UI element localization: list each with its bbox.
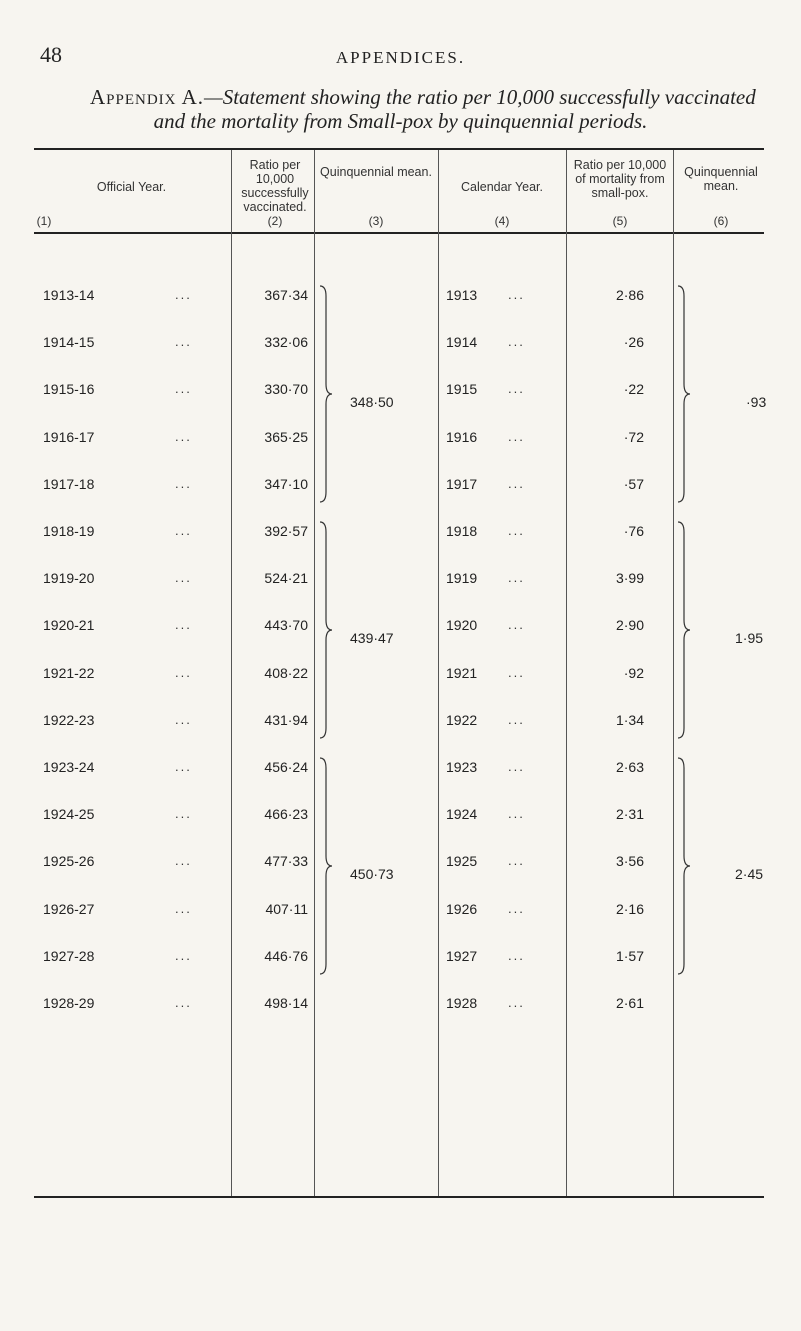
column-number: (4) <box>494 214 510 228</box>
calendar-year-cell: 1921 <box>446 665 478 681</box>
row-leader-dots: ... <box>508 901 525 916</box>
vaccination-group-brace <box>318 520 334 740</box>
calendar-year-cell: 1926 <box>446 901 478 917</box>
row-leader-dots: ... <box>508 570 525 585</box>
calendar-year-cell: 1922 <box>446 712 478 728</box>
row-leader-dots: ... <box>508 712 525 727</box>
mortality-ratio-cell: ·92 <box>623 665 644 681</box>
column-header-mortality-ratio: Ratio per 10,000 of mortality from small-pox. <box>573 158 667 200</box>
official-year-cell: 1916-17 <box>43 429 95 445</box>
vaccination-group-brace <box>318 284 334 504</box>
calendar-year-cell: 1923 <box>446 759 478 775</box>
row-leader-dots: ... <box>175 617 192 632</box>
row-leader-dots: ... <box>175 901 192 916</box>
calendar-year-cell: 1913 <box>446 287 478 303</box>
row-leader-dots: ... <box>508 948 525 963</box>
column-number: (5) <box>612 214 628 228</box>
row-leader-dots: ... <box>175 476 192 491</box>
appendix-label: Appendix A. <box>90 85 205 109</box>
vaccination-ratio-cell: 392·57 <box>264 523 308 539</box>
column-divider <box>314 150 315 1196</box>
column-header-calendar-year: Calendar Year. <box>460 180 543 194</box>
official-year-cell: 1919-20 <box>43 570 95 586</box>
column-number: (3) <box>368 214 384 228</box>
calendar-year-cell: 1920 <box>446 617 478 633</box>
row-leader-dots: ... <box>508 853 525 868</box>
table-bottom-rule <box>34 1196 764 1198</box>
row-leader-dots: ... <box>508 759 525 774</box>
page-number: 48 <box>40 42 62 67</box>
vaccination-ratio-cell: 367·34 <box>264 287 308 303</box>
appendix-title-continued: and the mortality from Small-pox by quinquennial periods. <box>153 109 648 133</box>
row-leader-dots: ... <box>175 334 192 349</box>
vaccination-ratio-cell: 332·06 <box>264 334 308 350</box>
mortality-mean-1918-22: 1·95 <box>735 630 764 646</box>
vaccination-ratio-cell: 477·33 <box>264 853 308 869</box>
vaccination-ratio-cell: 347·10 <box>264 476 308 492</box>
official-year-cell: 1915-16 <box>43 381 95 397</box>
column-number: (6) <box>713 214 729 228</box>
calendar-year-cell: 1924 <box>446 806 478 822</box>
official-year-cell: 1918-19 <box>43 523 95 539</box>
row-leader-dots: ... <box>175 287 192 302</box>
row-leader-dots: ... <box>175 806 192 821</box>
calendar-year-cell: 1915 <box>446 381 478 397</box>
column-divider <box>566 150 567 1196</box>
official-year-cell: 1926-27 <box>43 901 95 917</box>
mortality-ratio-cell: 3·99 <box>615 570 644 586</box>
row-leader-dots: ... <box>175 570 192 585</box>
column-divider <box>438 150 439 1196</box>
vaccination-ratio-cell: 466·23 <box>264 806 308 822</box>
vaccination-ratio-cell: 524·21 <box>264 570 308 586</box>
mortality-ratio-cell: 1·34 <box>615 712 644 728</box>
row-leader-dots: ... <box>508 806 525 821</box>
row-leader-dots: ... <box>175 712 192 727</box>
mortality-group-brace <box>676 756 692 976</box>
official-year-cell: 1913-14 <box>43 287 95 303</box>
mortality-ratio-cell: ·57 <box>623 476 644 492</box>
row-leader-dots: ... <box>508 381 525 396</box>
row-leader-dots: ... <box>175 759 192 774</box>
row-leader-dots: ... <box>175 948 192 963</box>
calendar-year-cell: 1927 <box>446 948 478 964</box>
row-leader-dots: ... <box>508 287 525 302</box>
calendar-year-cell: 1917 <box>446 476 478 492</box>
row-leader-dots: ... <box>175 853 192 868</box>
mortality-mean-1923-27: 2·45 <box>735 866 764 882</box>
column-header-vaccination-ratio: Ratio per 10,000 successfully vaccinated. <box>241 158 309 214</box>
mortality-ratio-cell: ·22 <box>623 381 644 397</box>
mortality-group-brace <box>676 284 692 504</box>
column-divider <box>673 150 674 1196</box>
vaccination-ratio-cell: 408·22 <box>264 665 308 681</box>
mortality-ratio-cell: 3·56 <box>615 853 644 869</box>
calendar-year-cell: 1916 <box>446 429 478 445</box>
calendar-year-cell: 1918 <box>446 523 478 539</box>
official-year-cell: 1922-23 <box>43 712 95 728</box>
calendar-year-cell: 1919 <box>446 570 478 586</box>
column-header-quinquennial-mean: Quinquennial mean. <box>684 165 758 193</box>
mortality-ratio-cell: 2·90 <box>615 617 644 633</box>
official-year-cell: 1920-21 <box>43 617 95 633</box>
column-number: (2) <box>267 214 283 228</box>
mortality-mean-1913-17: ·93 <box>746 394 767 410</box>
official-year-cell: 1924-25 <box>43 806 95 822</box>
calendar-year-cell: 1928 <box>446 995 478 1011</box>
vaccination-ratio-cell: 498·14 <box>264 995 308 1011</box>
official-year-cell: 1928-29 <box>43 995 95 1011</box>
vaccination-mean-1913-18: 348·50 <box>350 394 394 410</box>
calendar-year-cell: 1914 <box>446 334 478 350</box>
mortality-ratio-cell: 2·63 <box>615 759 644 775</box>
vaccination-mean-1918-23: 439·47 <box>350 630 394 646</box>
mortality-ratio-cell: ·26 <box>623 334 644 350</box>
appendix-title <box>90 85 756 110</box>
row-leader-dots: ... <box>508 334 525 349</box>
mortality-ratio-cell: ·72 <box>623 429 644 445</box>
column-header-official-year: Official Year. <box>96 180 167 194</box>
calendar-year-cell: 1925 <box>446 853 478 869</box>
official-year-cell: 1923-24 <box>43 759 95 775</box>
vaccination-group-brace <box>318 756 334 976</box>
mortality-ratio-cell: 2·61 <box>615 995 644 1011</box>
vaccination-ratio-cell: 443·70 <box>264 617 308 633</box>
row-leader-dots: ... <box>175 523 192 538</box>
mortality-ratio-cell: ·76 <box>623 523 644 539</box>
row-leader-dots: ... <box>508 995 525 1010</box>
vaccination-ratio-cell: 456·24 <box>264 759 308 775</box>
vaccination-mean-1923-28: 450·73 <box>350 866 394 882</box>
column-header-quinquennial-mean: Quinquennial mean. <box>320 165 432 179</box>
row-leader-dots: ... <box>175 429 192 444</box>
mortality-ratio-cell: 2·16 <box>615 901 644 917</box>
vaccination-ratio-cell: 365·25 <box>264 429 308 445</box>
row-leader-dots: ... <box>508 665 525 680</box>
vaccination-ratio-cell: 446·76 <box>264 948 308 964</box>
row-leader-dots: ... <box>508 617 525 632</box>
header-bottom-rule <box>34 232 764 234</box>
official-year-cell: 1921-22 <box>43 665 95 681</box>
vaccination-ratio-cell: 431·94 <box>264 712 308 728</box>
row-leader-dots: ... <box>508 429 525 444</box>
running-head: APPENDICES. <box>335 48 466 67</box>
mortality-group-brace <box>676 520 692 740</box>
vaccination-ratio-cell: 330·70 <box>264 381 308 397</box>
row-leader-dots: ... <box>175 995 192 1010</box>
mortality-ratio-cell: 2·31 <box>615 806 644 822</box>
column-number: (1) <box>36 214 52 228</box>
row-leader-dots: ... <box>508 523 525 538</box>
appendix-title-rest: —Statement showing the ratio per 10,000 successfully vaccinated <box>204 85 756 109</box>
row-leader-dots: ... <box>175 381 192 396</box>
column-divider <box>231 150 232 1196</box>
official-year-cell: 1914-15 <box>43 334 95 350</box>
mortality-ratio-cell: 1·57 <box>615 948 644 964</box>
table-top-rule <box>34 148 764 150</box>
mortality-ratio-cell: 2·86 <box>615 287 644 303</box>
vaccination-ratio-cell: 407·11 <box>265 901 308 917</box>
row-leader-dots: ... <box>508 476 525 491</box>
official-year-cell: 1917-18 <box>43 476 95 492</box>
official-year-cell: 1927-28 <box>43 948 95 964</box>
official-year-cell: 1925-26 <box>43 853 95 869</box>
row-leader-dots: ... <box>175 665 192 680</box>
